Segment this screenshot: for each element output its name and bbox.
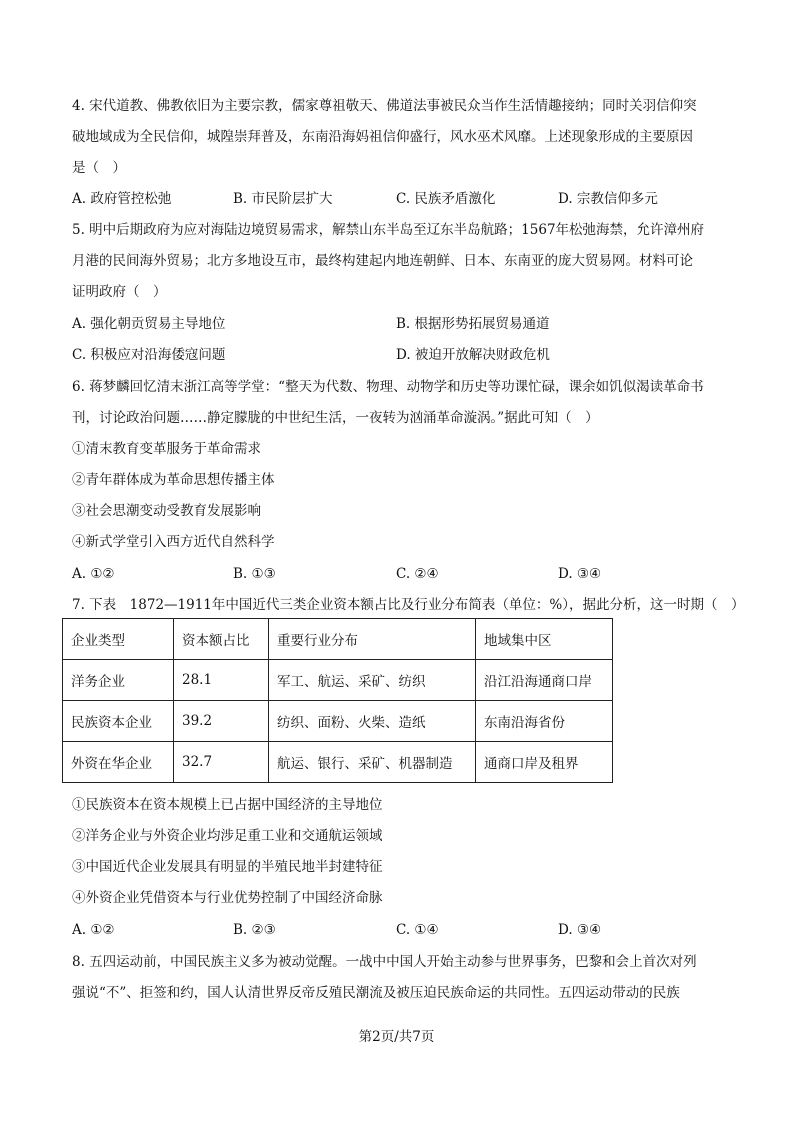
q6-option-a: A. ①② (72, 566, 115, 582)
table-cell: 32.7 (174, 742, 269, 783)
table-cell: 民族资本企业 (63, 701, 174, 742)
q5-option-a: A. 强化朝贡贸易主导地位 (72, 316, 226, 332)
q6-statement-4: ④新式学堂引入西方近代自然科学 (72, 534, 275, 550)
q7-statement-1: ①民族资本在资本规模上已占据中国经济的主导地位 (72, 797, 383, 813)
q4-option-b: B. 市民阶层扩大 (233, 191, 333, 207)
q6-option-d: D. ③④ (558, 566, 602, 582)
q5-text-line-1: 5. 明中后期政府为应对海陆边境贸易需求，解禁山东半岛至辽东半岛航路；1567年松弛海禁，允许漳州府 (72, 222, 705, 238)
q4-text-line-2: 破地域成为全民信仰，城隍崇拜普及，东南沿海妈祖信仰盛行，风水巫术风靡。上述现象形成的主要原因 (72, 129, 693, 145)
table-cell: 纺织、面粉、火柴、造纸 (269, 701, 476, 742)
q4-text-line-3: 是（ ） (72, 160, 126, 176)
page-footer: 第2页/共7页 (358, 1029, 435, 1045)
q7-option-d: D. ③④ (558, 922, 602, 938)
table-header-cell: 资本额占比 (174, 619, 269, 660)
table-cell: 28.1 (174, 660, 269, 701)
table-header-cell: 重要行业分布 (269, 619, 476, 660)
q6-statement-2: ②青年群体成为革命思想传播主体 (72, 472, 275, 488)
table-header-cell: 企业类型 (63, 619, 174, 660)
q7-option-b: B. ②③ (233, 922, 276, 938)
q6-text-line-2: 刊，讨论政治问题……静定朦胧的中世纪生活，一夜转为汹涌革命漩涡。”据此可知（ ） (72, 410, 599, 426)
q8-text-line-1: 8. 五四运动前，中国民族主义多为被动觉醒。一战中中国人开始主动参与世界事务，巴黎和会上首次对列 (72, 954, 697, 970)
table-cell: 东南沿海省份 (476, 701, 613, 742)
q8-text-line-2: 强说“不”、拒签和约，国人认清世界反帝反殖民潮流及被压迫民族命运的共同性。五四运动带动的民族 (72, 985, 680, 1001)
q4-option-d: D. 宗教信仰多元 (558, 191, 658, 207)
q6-statement-1: ①清末教育变革服务于革命需求 (72, 441, 261, 457)
table-row (63, 701, 613, 742)
table-row (63, 660, 613, 701)
q7-option-a: A. ①② (72, 922, 115, 938)
q4-option-a: A. 政府管控松弛 (72, 191, 172, 207)
table-header-row (63, 619, 613, 660)
table-cell: 洋务企业 (63, 660, 174, 701)
q7-statement-4: ④外资企业凭借资本与行业优势控制了中国经济命脉 (72, 890, 383, 906)
q5-option-b: B. 根据形势拓展贸易通道 (396, 316, 550, 332)
q6-option-c: C. ②④ (396, 566, 439, 582)
table-cell: 军工、航运、采矿、纺织 (269, 660, 476, 701)
q7-text-line-1: 7. 下表 1872—1911年中国近代三类企业资本额占比及行业分布简表（单位：%），据此分析，这一时期（ ） (72, 597, 745, 613)
q4-option-c: C. 民族矛盾激化 (396, 191, 496, 207)
q6-option-b: B. ①③ (233, 566, 276, 582)
q7-option-c: C. ①④ (396, 922, 439, 938)
q5-text-line-2: 月港的民间海外贸易；北方多地设互市，最终构建起内地连朝鲜、日本、东南亚的庞大贸易网。材料可论 (72, 253, 693, 269)
table-cell: 沿江沿海通商口岸 (476, 660, 613, 701)
q4-text-line-1: 4. 宋代道教、佛教依旧为主要宗教，儒家尊祖敬天、佛道法事被民众当作生活情趣接纳；同时关羽信仰突 (72, 98, 697, 114)
q5-text-line-3: 证明政府（ ） (72, 284, 167, 300)
q7-data-table (62, 618, 613, 783)
table-row (63, 742, 613, 783)
q7-statement-2: ②洋务企业与外资企业均涉足重工业和交通航运领域 (72, 828, 383, 844)
table-cell: 39.2 (174, 701, 269, 742)
q6-statement-3: ③社会思潮变动受教育发展影响 (72, 503, 261, 519)
q5-option-c: C. 积极应对沿海倭寇问题 (72, 347, 226, 363)
table-cell: 外资在华企业 (63, 742, 174, 783)
table-cell: 通商口岸及租界 (476, 742, 613, 783)
table-header-cell: 地域集中区 (476, 619, 613, 660)
q7-statement-3: ③中国近代企业发展具有明显的半殖民地半封建特征 (72, 859, 383, 875)
table-cell: 航运、银行、采矿、机器制造 (269, 742, 476, 783)
q5-option-d: D. 被迫开放解决财政危机 (396, 347, 550, 363)
q6-text-line-1: 6. 蒋梦麟回忆清末浙江高等学堂：“整天为代数、物理、动物学和历史等功课忙碌，课余如饥似渴读革命书 (72, 379, 704, 395)
